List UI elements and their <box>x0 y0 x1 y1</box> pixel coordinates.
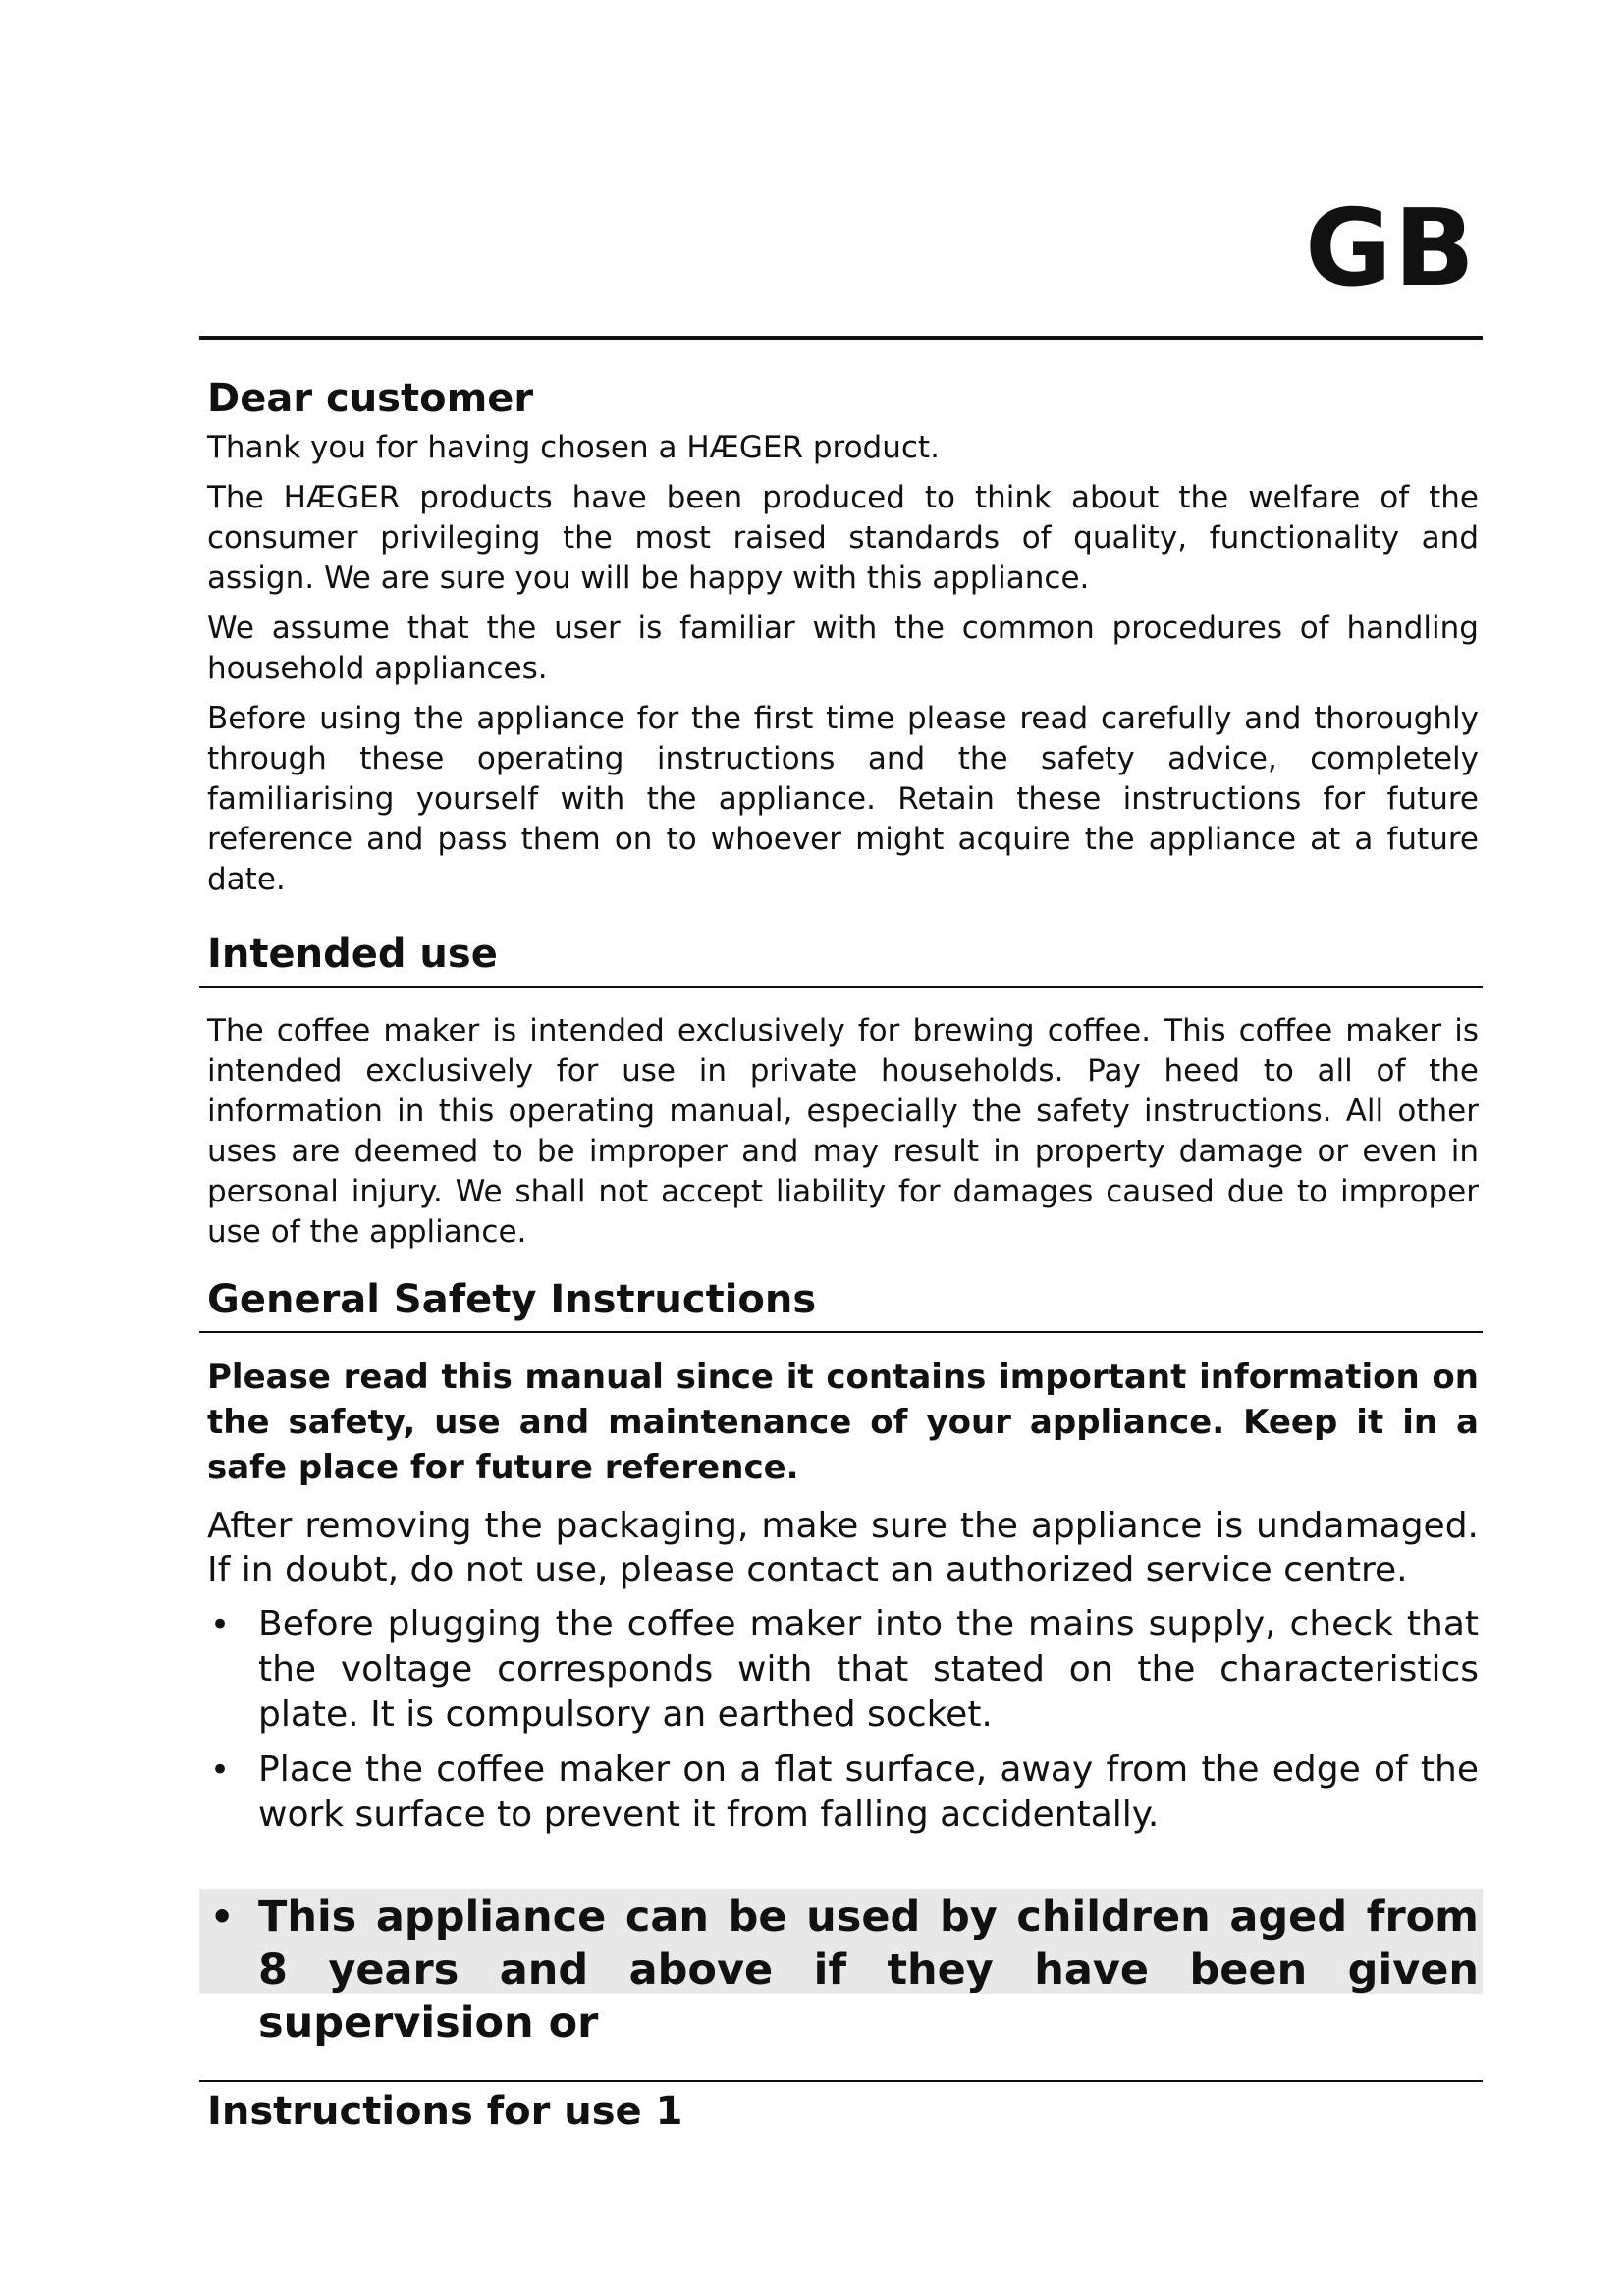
highlighted-list-item <box>207 1891 1479 2050</box>
footer-label: Instructions for use 1 <box>207 2089 683 2134</box>
footer-rule <box>199 2080 1483 2082</box>
bullet-icon: • <box>210 1605 231 1644</box>
list-item <box>207 1747 1479 1838</box>
intended-use-text: The coffee maker is intended exclusively for brewing coffee. This coffee maker is intended exclusively for use in private households. Pay heed to all of the information in this operating manual, especially the safety instructions. All other uses are deemed to be improper and may result in property damage or even in personal injury. We shall not accept liability for damages caused due to improper use of the appliance. <box>207 1013 1479 1250</box>
bullet-icon: • <box>210 1750 231 1789</box>
safety-intro: After removing the packaging, make sure the appliance is undamaged. If in doubt, do not use, please contact an authorized service centre. <box>207 1506 1479 1590</box>
intended-use-body <box>207 1011 1479 1262</box>
list-item-text: Place the coffee maker on a flat surface, away from the edge of the work surface to prevent it from falling accidentally. <box>258 1749 1479 1835</box>
list-item <box>207 1602 1479 1737</box>
intended-use-section <box>207 931 1479 978</box>
header-rule <box>199 336 1483 340</box>
intended-use-title: Intended use <box>207 932 498 977</box>
bullet-icon: • <box>210 1896 235 1939</box>
safety-section <box>207 1276 1479 1323</box>
safety-body <box>207 1337 1479 1847</box>
dear-customer-paragraph: Before using the appliance for the first time please read carefully and thoroughly through these operating instructions and the safety advice, completely familiarising yourself with the appliance. Retain these instructions for future reference and pass them on to whoever might acquire the appliance at a future date. <box>207 701 1479 897</box>
dear-customer-paragraph: We assume that the user is familiar with the common procedures of handling household appliances. <box>207 611 1479 686</box>
dear-customer-section <box>207 375 1479 910</box>
dear-customer-title: Dear customer <box>207 376 534 421</box>
intended-use-rule <box>199 986 1483 988</box>
dear-customer-paragraph: Thank you for having chosen a HÆGER product. <box>207 430 940 465</box>
safety-rule <box>199 1331 1483 1333</box>
safety-warning: Please read this manual since it contains important information on the safety, use and maintenance of your appliance. Keep it in a safe place for future reference. <box>207 1358 1479 1487</box>
language-code: GB <box>1305 187 1477 310</box>
safety-title: General Safety Instructions <box>207 1277 817 1322</box>
highlighted-text: This appliance can be used by children aged from 8 years and above if they have been given supervision or <box>258 1893 1479 2048</box>
safety-bullet-list <box>207 1602 1479 1838</box>
dear-customer-paragraph: The HÆGER products have been produced to think about the welfare of the consumer privileging the most raised standards of quality, functionality and assign. We are sure you will be happy with this appliance. <box>207 480 1479 596</box>
list-item-text: Before plugging the coffee maker into the mains supply, check that the voltage corresponds with that stated on the characteristics plate. It is compulsory an earthed socket. <box>258 1604 1479 1735</box>
